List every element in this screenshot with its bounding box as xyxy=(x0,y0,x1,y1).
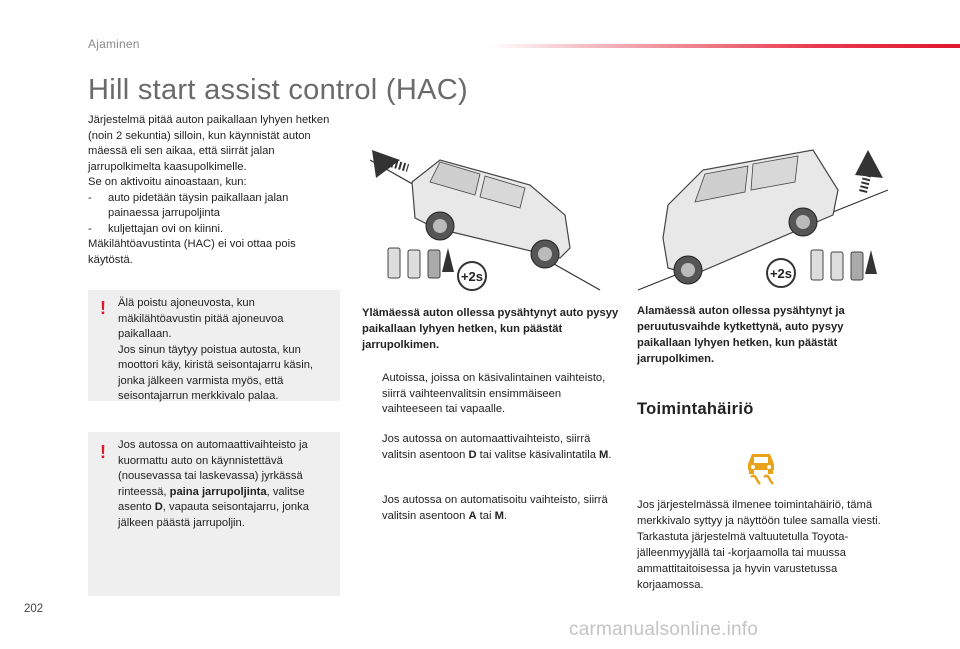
header-accent-bar xyxy=(490,44,960,48)
instruction-text-part: Jos autossa on automaattivaihteisto, siirrä valitsin asentoon xyxy=(382,433,591,461)
warning-box-leave-vehicle xyxy=(88,290,340,401)
instruction-text-bold: M xyxy=(599,448,609,461)
intro-condition-text: kuljettajan ovi on kiinni. xyxy=(108,222,224,235)
pedals-icon xyxy=(811,250,877,280)
warning-text: Älä poistu ajoneuvosta, kun mäkilähtöavustin pitää ajoneuvoa paikallaan. xyxy=(118,297,284,340)
page-number: 202 xyxy=(24,603,44,615)
direction-arrow-icon xyxy=(372,150,408,178)
timer-label: +2s xyxy=(769,266,793,281)
warning-text-part: , valitse asento xyxy=(118,485,305,513)
instruction-text: Autoissa, joissa on käsivalintainen vaihteisto, siirrä vaihteenvalitsin ensimmäiseen vaihteeseen tai vapaalle. xyxy=(382,372,606,415)
skidding-car-warning-icon xyxy=(744,450,778,486)
warning-text: Jos sinun täytyy poistua autosta, kun moottori käy, kiristä seisontajarru käsin, jonka jälkeen varmista myös, että seisontajarrun merkkivalo palaa. xyxy=(118,343,314,402)
instruction-text-bold: A xyxy=(468,509,477,522)
uphill-van-illustration xyxy=(360,130,605,295)
dash-marker: - xyxy=(88,222,92,235)
instruction-automatic-gearbox xyxy=(362,432,612,463)
hand-pointer-icon xyxy=(362,493,382,524)
warning-exclamation-icon: ! xyxy=(100,298,106,318)
warning-text-part: , vapauta seisontajarru, jonka jälkeen päästä jarrupoljin. xyxy=(118,501,309,529)
watermark: carmanualsonline.info xyxy=(569,619,759,640)
instruction-text-part: . xyxy=(503,509,508,522)
section-label: Ajaminen xyxy=(88,37,140,51)
warning-text-part: Jos autossa on automaattivaihteisto ja kuormattu auto on käynnistettävä (nousevassa tai laskevassa) jyrkässä rinteessä, xyxy=(118,439,308,498)
dash-marker: - xyxy=(88,191,92,204)
instruction-text-part: Jos autossa on automatisoitu vaihteisto, siirrä valitsin asentoon xyxy=(382,494,608,522)
instruction-text xyxy=(382,432,612,463)
hand-pointer-icon xyxy=(362,371,382,418)
intro-text xyxy=(88,113,340,268)
timer-plus-2s-icon xyxy=(458,262,486,290)
timer-plus-2s-icon xyxy=(767,259,795,287)
warning-text xyxy=(118,438,332,531)
instruction-manual-gearbox xyxy=(362,371,612,418)
intro-paragraph: Järjestelmä pitää auton paikallaan lyhyen hetken (noin 2 sekuntia) silloin, kun käynnistät auton mäessä eli sen aikaa, että siirrät jalan jarrupolkimelta kaasupolkimelle. xyxy=(88,114,330,173)
instruction-text-bold: M xyxy=(494,509,504,522)
instruction-text-part: tai valitse käsivalintatila xyxy=(476,448,600,461)
instruction-text-part: . xyxy=(608,448,612,461)
warning-exclamation-icon: ! xyxy=(100,442,106,462)
intro-note: Mäkilähtöavustinta (HAC) ei voi ottaa pois käytöstä. xyxy=(88,238,296,266)
instruction-text-part: tai xyxy=(476,509,495,522)
instruction-automated-gearbox xyxy=(362,493,612,524)
downhill-van-illustration xyxy=(633,130,895,295)
warning-text-bold: D xyxy=(154,501,163,513)
caption-downhill: Alamäessä auton ollessa pysähtynyt ja peruutusvaihde kytkettynä, auto pysyy paikallaan lyhyen hetken, kun päästät jarrupolkimen. xyxy=(637,305,845,365)
intro-condition-item xyxy=(88,191,340,222)
warning-box-automatic-gearbox xyxy=(88,432,340,596)
timer-label: +2s xyxy=(460,269,484,284)
instruction-text-bold: D xyxy=(468,448,477,461)
caption-uphill: Ylämäessä auton ollessa pysähtynyt auto pysyy paikallaan lyhyen hetken, kun päästät jarrupolkimen. xyxy=(362,307,619,351)
intro-condition-item xyxy=(88,222,340,238)
fault-description: Jos järjestelmässä ilmenee toimintahäiriö, tämä merkkivalo syttyy ja näyttöön tulee samalla viesti. Tarkastuta järjestelmä valtuutetulla Toyota-jälleenmyyjällä tai -korjaamolla tai muussa ammattitaitoisessa ja hyvin varustetussa korjaamossa. xyxy=(637,499,881,591)
instruction-text xyxy=(382,493,612,524)
direction-arrow-icon xyxy=(855,150,883,192)
page-title: Hill start assist control (HAC) xyxy=(88,74,468,106)
intro-condition-lead: Se on aktivoitu ainoastaan, kun: xyxy=(88,176,247,188)
pedals-icon xyxy=(388,248,454,278)
fault-section-title: Toimintahäiriö xyxy=(637,400,754,418)
warning-text-bold: paina jarrupoljinta xyxy=(169,485,267,498)
intro-condition-text: auto pidetään täysin paikallaan jalan painaessa jarrupoljinta xyxy=(108,191,289,219)
hand-pointer-icon xyxy=(362,432,382,463)
